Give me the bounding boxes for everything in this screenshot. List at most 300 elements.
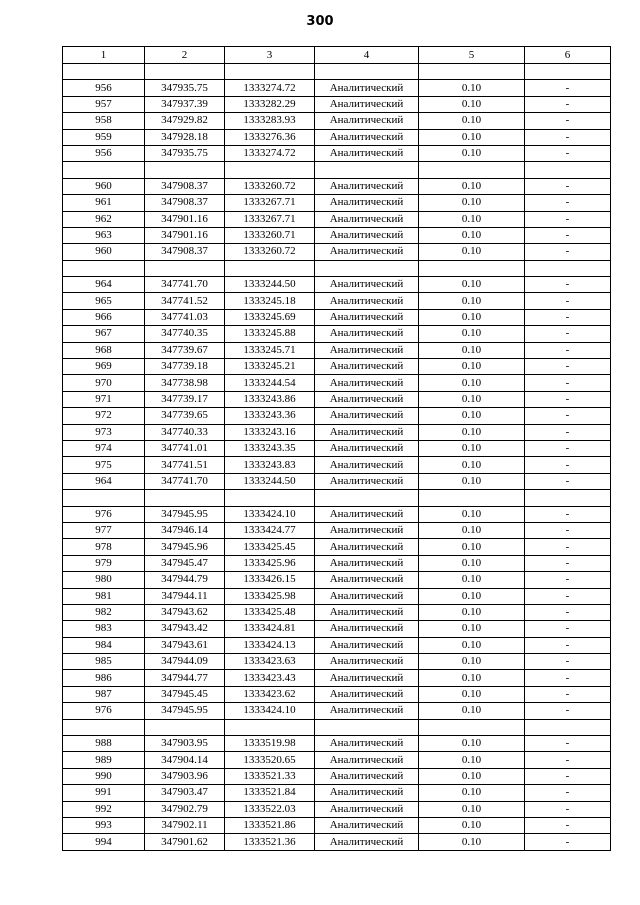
table-cell: - bbox=[525, 736, 611, 752]
table-cell: 347944.79 bbox=[145, 572, 225, 588]
table-cell: 347943.61 bbox=[145, 637, 225, 653]
table-row bbox=[63, 817, 611, 833]
table-cell: Аналитический bbox=[315, 375, 419, 391]
table-cell: 1333521.33 bbox=[225, 768, 315, 784]
table-cell: 0.10 bbox=[419, 670, 525, 686]
table-cell: 973 bbox=[63, 424, 145, 440]
table-row bbox=[63, 768, 611, 784]
empty-cell bbox=[419, 260, 525, 276]
table-cell: 347740.35 bbox=[145, 326, 225, 342]
table-cell: - bbox=[525, 686, 611, 702]
table-cell: 347945.45 bbox=[145, 686, 225, 702]
table-cell: 1333244.50 bbox=[225, 277, 315, 293]
table-cell: 972 bbox=[63, 408, 145, 424]
table-cell: Аналитический bbox=[315, 293, 419, 309]
table-cell: Аналитический bbox=[315, 572, 419, 588]
table-cell: 347901.62 bbox=[145, 834, 225, 850]
table-cell: Аналитический bbox=[315, 227, 419, 243]
table-cell: 0.10 bbox=[419, 440, 525, 456]
table-cell: 0.10 bbox=[419, 555, 525, 571]
table-cell: - bbox=[525, 817, 611, 833]
empty-cell bbox=[315, 162, 419, 178]
table-cell: Аналитический bbox=[315, 637, 419, 653]
table-cell: 0.10 bbox=[419, 113, 525, 129]
table-row bbox=[63, 834, 611, 850]
table-cell: 980 bbox=[63, 572, 145, 588]
table-cell: - bbox=[525, 391, 611, 407]
table-row bbox=[63, 391, 611, 407]
table-cell: 0.10 bbox=[419, 145, 525, 161]
table-cell: 1333245.71 bbox=[225, 342, 315, 358]
empty-cell bbox=[419, 490, 525, 506]
empty-cell bbox=[525, 260, 611, 276]
table-row bbox=[63, 277, 611, 293]
coordinates-table bbox=[62, 46, 611, 851]
table-cell: - bbox=[525, 96, 611, 112]
table-cell: 983 bbox=[63, 621, 145, 637]
table-row bbox=[63, 96, 611, 112]
empty-cell bbox=[145, 162, 225, 178]
table-cell: 0.10 bbox=[419, 817, 525, 833]
table-cell: 1333424.81 bbox=[225, 621, 315, 637]
table-cell: - bbox=[525, 277, 611, 293]
table-cell: 347945.96 bbox=[145, 539, 225, 555]
table-cell: 347903.95 bbox=[145, 736, 225, 752]
table-cell: 978 bbox=[63, 539, 145, 555]
table-cell: 347739.67 bbox=[145, 342, 225, 358]
table-row bbox=[63, 342, 611, 358]
table-cell: 1333425.45 bbox=[225, 539, 315, 555]
table-cell: 347946.14 bbox=[145, 522, 225, 538]
table-cell: - bbox=[525, 785, 611, 801]
table-cell: Аналитический bbox=[315, 342, 419, 358]
table-cell: - bbox=[525, 440, 611, 456]
empty-cell bbox=[525, 490, 611, 506]
page-number: 300 bbox=[306, 14, 334, 29]
table-cell: 0.10 bbox=[419, 80, 525, 96]
table-cell: 1333245.18 bbox=[225, 293, 315, 309]
table-cell: 1333426.15 bbox=[225, 572, 315, 588]
table-cell: - bbox=[525, 113, 611, 129]
empty-cell bbox=[63, 260, 145, 276]
separator-row bbox=[63, 162, 611, 178]
table-cell: - bbox=[525, 195, 611, 211]
table-row bbox=[63, 506, 611, 522]
table-cell: - bbox=[525, 473, 611, 489]
table-cell: 0.10 bbox=[419, 293, 525, 309]
empty-cell bbox=[145, 490, 225, 506]
table-cell: 982 bbox=[63, 604, 145, 620]
table-cell: Аналитический bbox=[315, 440, 419, 456]
table-cell: 977 bbox=[63, 522, 145, 538]
table-cell: 975 bbox=[63, 457, 145, 473]
column-header: 4 bbox=[315, 47, 419, 64]
table-cell: 0.10 bbox=[419, 326, 525, 342]
table-cell: 1333425.96 bbox=[225, 555, 315, 571]
table-cell: Аналитический bbox=[315, 145, 419, 161]
table-cell: 347935.75 bbox=[145, 145, 225, 161]
table-cell: 1333245.21 bbox=[225, 359, 315, 375]
column-header: 2 bbox=[145, 47, 225, 64]
table-cell: 960 bbox=[63, 178, 145, 194]
table-cell: - bbox=[525, 522, 611, 538]
table-cell: 961 bbox=[63, 195, 145, 211]
table-row bbox=[63, 145, 611, 161]
empty-cell bbox=[419, 64, 525, 80]
table-cell: 974 bbox=[63, 440, 145, 456]
table-cell: - bbox=[525, 604, 611, 620]
table-cell: 347935.75 bbox=[145, 80, 225, 96]
empty-cell bbox=[525, 719, 611, 735]
table-cell: 347741.51 bbox=[145, 457, 225, 473]
table-cell: 0.10 bbox=[419, 473, 525, 489]
table-cell: - bbox=[525, 768, 611, 784]
table-cell: 347943.42 bbox=[145, 621, 225, 637]
table-cell: 985 bbox=[63, 654, 145, 670]
table-cell: Аналитический bbox=[315, 80, 419, 96]
table-cell: - bbox=[525, 227, 611, 243]
table-cell: 988 bbox=[63, 736, 145, 752]
table-cell: 0.10 bbox=[419, 637, 525, 653]
empty-cell bbox=[225, 64, 315, 80]
table-cell: Аналитический bbox=[315, 686, 419, 702]
table-cell: Аналитический bbox=[315, 96, 419, 112]
table-row bbox=[63, 555, 611, 571]
table-cell: - bbox=[525, 752, 611, 768]
table-cell: 991 bbox=[63, 785, 145, 801]
table-cell: 1333521.86 bbox=[225, 817, 315, 833]
table-cell: 0.10 bbox=[419, 506, 525, 522]
table-row bbox=[63, 80, 611, 96]
table-cell: 0.10 bbox=[419, 211, 525, 227]
table-cell: 0.10 bbox=[419, 654, 525, 670]
table-cell: Аналитический bbox=[315, 752, 419, 768]
table-cell: 1333243.86 bbox=[225, 391, 315, 407]
table-cell: 347944.11 bbox=[145, 588, 225, 604]
table-cell: 958 bbox=[63, 113, 145, 129]
table-row bbox=[63, 457, 611, 473]
table-cell: 347928.18 bbox=[145, 129, 225, 145]
table-cell: Аналитический bbox=[315, 834, 419, 850]
table-row bbox=[63, 785, 611, 801]
table-cell: 0.10 bbox=[419, 129, 525, 145]
table-cell: Аналитический bbox=[315, 113, 419, 129]
table-cell: 967 bbox=[63, 326, 145, 342]
table-cell: - bbox=[525, 555, 611, 571]
table-cell: 347739.18 bbox=[145, 359, 225, 375]
table-cell: 1333260.72 bbox=[225, 178, 315, 194]
table-cell: 0.10 bbox=[419, 621, 525, 637]
table-cell: 1333274.72 bbox=[225, 145, 315, 161]
table-cell: 970 bbox=[63, 375, 145, 391]
table-row bbox=[63, 654, 611, 670]
table-cell: 994 bbox=[63, 834, 145, 850]
table-cell: Аналитический bbox=[315, 424, 419, 440]
table-cell: 347904.14 bbox=[145, 752, 225, 768]
table-cell: Аналитический bbox=[315, 654, 419, 670]
table-cell: 347903.47 bbox=[145, 785, 225, 801]
separator-row bbox=[63, 719, 611, 735]
table-cell: Аналитический bbox=[315, 244, 419, 260]
empty-cell bbox=[145, 719, 225, 735]
table-cell: - bbox=[525, 670, 611, 686]
table-cell: 968 bbox=[63, 342, 145, 358]
empty-cell bbox=[145, 64, 225, 80]
table-cell: Аналитический bbox=[315, 621, 419, 637]
table-cell: Аналитический bbox=[315, 178, 419, 194]
table-cell: 0.10 bbox=[419, 686, 525, 702]
table-cell: Аналитический bbox=[315, 736, 419, 752]
table-cell: Аналитический bbox=[315, 785, 419, 801]
table-row bbox=[63, 473, 611, 489]
table-row bbox=[63, 572, 611, 588]
table-cell: Аналитический bbox=[315, 195, 419, 211]
table-cell: 347903.96 bbox=[145, 768, 225, 784]
table-cell: 1333522.03 bbox=[225, 801, 315, 817]
table-cell: 347902.11 bbox=[145, 817, 225, 833]
table-cell: 1333424.10 bbox=[225, 703, 315, 719]
table-cell: 0.10 bbox=[419, 424, 525, 440]
separator-row bbox=[63, 64, 611, 80]
table-cell: Аналитический bbox=[315, 588, 419, 604]
column-header: 1 bbox=[63, 47, 145, 64]
table-cell: 1333267.71 bbox=[225, 211, 315, 227]
table-cell: 347944.09 bbox=[145, 654, 225, 670]
table-cell: 976 bbox=[63, 506, 145, 522]
table-cell: 347945.47 bbox=[145, 555, 225, 571]
empty-cell bbox=[315, 490, 419, 506]
separator-row bbox=[63, 260, 611, 276]
table-row bbox=[63, 752, 611, 768]
table-cell: 1333282.29 bbox=[225, 96, 315, 112]
table-cell: - bbox=[525, 506, 611, 522]
table-cell: 347943.62 bbox=[145, 604, 225, 620]
table-cell: 1333243.83 bbox=[225, 457, 315, 473]
table-row bbox=[63, 736, 611, 752]
table-cell: - bbox=[525, 375, 611, 391]
table-cell: 0.10 bbox=[419, 539, 525, 555]
table-cell: Аналитический bbox=[315, 359, 419, 375]
table-cell: 1333425.48 bbox=[225, 604, 315, 620]
table-cell: 1333424.13 bbox=[225, 637, 315, 653]
table-cell: 959 bbox=[63, 129, 145, 145]
table-cell: 1333276.36 bbox=[225, 129, 315, 145]
table-cell: Аналитический bbox=[315, 604, 419, 620]
table-cell: 1333244.54 bbox=[225, 375, 315, 391]
table-cell: Аналитический bbox=[315, 326, 419, 342]
table-cell: 347901.16 bbox=[145, 211, 225, 227]
table-cell: - bbox=[525, 408, 611, 424]
table-cell: 1333267.71 bbox=[225, 195, 315, 211]
table-cell: 1333423.63 bbox=[225, 654, 315, 670]
table-cell: 1333243.16 bbox=[225, 424, 315, 440]
table-cell: 971 bbox=[63, 391, 145, 407]
table-row bbox=[63, 113, 611, 129]
table-cell: - bbox=[525, 293, 611, 309]
table-cell: - bbox=[525, 178, 611, 194]
table-cell: - bbox=[525, 588, 611, 604]
empty-cell bbox=[63, 719, 145, 735]
table-cell: Аналитический bbox=[315, 703, 419, 719]
table-cell: 0.10 bbox=[419, 785, 525, 801]
table-cell: 347739.17 bbox=[145, 391, 225, 407]
empty-cell bbox=[63, 64, 145, 80]
table-cell: Аналитический bbox=[315, 391, 419, 407]
table-cell: 964 bbox=[63, 473, 145, 489]
table-cell: - bbox=[525, 359, 611, 375]
table-cell: 1333245.69 bbox=[225, 309, 315, 325]
table-cell: 347741.52 bbox=[145, 293, 225, 309]
table-cell: - bbox=[525, 424, 611, 440]
table-row bbox=[63, 178, 611, 194]
table-cell: 0.10 bbox=[419, 195, 525, 211]
empty-cell bbox=[419, 162, 525, 178]
table-cell: 0.10 bbox=[419, 801, 525, 817]
table-cell: Аналитический bbox=[315, 211, 419, 227]
table-cell: 347741.01 bbox=[145, 440, 225, 456]
table-cell: 990 bbox=[63, 768, 145, 784]
table-cell: 956 bbox=[63, 145, 145, 161]
table-cell: Аналитический bbox=[315, 309, 419, 325]
table-cell: 347741.70 bbox=[145, 473, 225, 489]
table-cell: 963 bbox=[63, 227, 145, 243]
table-cell: Аналитический bbox=[315, 457, 419, 473]
table-cell: 1333243.36 bbox=[225, 408, 315, 424]
table-cell: 347945.95 bbox=[145, 703, 225, 719]
table-cell: Аналитический bbox=[315, 555, 419, 571]
table-cell: Аналитический bbox=[315, 539, 419, 555]
table-cell: 0.10 bbox=[419, 244, 525, 260]
table-cell: - bbox=[525, 801, 611, 817]
empty-cell bbox=[419, 719, 525, 735]
table-cell: - bbox=[525, 129, 611, 145]
table-cell: Аналитический bbox=[315, 129, 419, 145]
table-cell: 347738.98 bbox=[145, 375, 225, 391]
table-row bbox=[63, 326, 611, 342]
column-header: 3 bbox=[225, 47, 315, 64]
table-cell: 0.10 bbox=[419, 96, 525, 112]
table-cell: 347901.16 bbox=[145, 227, 225, 243]
table-cell: 0.10 bbox=[419, 391, 525, 407]
table-cell: - bbox=[525, 621, 611, 637]
table-cell: 0.10 bbox=[419, 522, 525, 538]
table-cell: Аналитический bbox=[315, 817, 419, 833]
table-cell: 347741.70 bbox=[145, 277, 225, 293]
table-cell: 962 bbox=[63, 211, 145, 227]
table-cell: 993 bbox=[63, 817, 145, 833]
empty-cell bbox=[63, 490, 145, 506]
table-cell: 347902.79 bbox=[145, 801, 225, 817]
table-row bbox=[63, 621, 611, 637]
empty-cell bbox=[525, 64, 611, 80]
table-cell: - bbox=[525, 145, 611, 161]
table-cell: 347908.37 bbox=[145, 178, 225, 194]
table-cell: - bbox=[525, 703, 611, 719]
table-cell: 0.10 bbox=[419, 768, 525, 784]
table-cell: 956 bbox=[63, 80, 145, 96]
table-cell: 984 bbox=[63, 637, 145, 653]
table-cell: 986 bbox=[63, 670, 145, 686]
table-cell: 1333424.77 bbox=[225, 522, 315, 538]
table-row bbox=[63, 129, 611, 145]
table-cell: 0.10 bbox=[419, 359, 525, 375]
table-cell: Аналитический bbox=[315, 277, 419, 293]
table-row bbox=[63, 440, 611, 456]
table-cell: 1333424.10 bbox=[225, 506, 315, 522]
table-cell: - bbox=[525, 309, 611, 325]
table-cell: - bbox=[525, 457, 611, 473]
table-cell: - bbox=[525, 244, 611, 260]
table-cell: 0.10 bbox=[419, 309, 525, 325]
table-cell: 960 bbox=[63, 244, 145, 260]
table-cell: 347937.39 bbox=[145, 96, 225, 112]
table-row bbox=[63, 195, 611, 211]
table-cell: 1333521.84 bbox=[225, 785, 315, 801]
table-cell: 347740.33 bbox=[145, 424, 225, 440]
table-cell: 0.10 bbox=[419, 834, 525, 850]
empty-cell bbox=[225, 490, 315, 506]
table-cell: 1333244.50 bbox=[225, 473, 315, 489]
table-cell: - bbox=[525, 637, 611, 653]
empty-cell bbox=[315, 64, 419, 80]
table-cell: 1333283.93 bbox=[225, 113, 315, 129]
empty-cell bbox=[225, 162, 315, 178]
table-cell: - bbox=[525, 572, 611, 588]
table-body bbox=[63, 64, 611, 851]
table-row bbox=[63, 686, 611, 702]
table-row bbox=[63, 244, 611, 260]
table-row bbox=[63, 359, 611, 375]
table-cell: Аналитический bbox=[315, 670, 419, 686]
table-row bbox=[63, 604, 611, 620]
table-cell: 1333260.72 bbox=[225, 244, 315, 260]
table-cell: 0.10 bbox=[419, 408, 525, 424]
table-cell: 347929.82 bbox=[145, 113, 225, 129]
table-cell: 957 bbox=[63, 96, 145, 112]
empty-cell bbox=[63, 162, 145, 178]
table-cell: Аналитический bbox=[315, 506, 419, 522]
table-cell: - bbox=[525, 342, 611, 358]
table-cell: 966 bbox=[63, 309, 145, 325]
table-cell: 347944.77 bbox=[145, 670, 225, 686]
table-cell: - bbox=[525, 539, 611, 555]
table-cell: 0.10 bbox=[419, 457, 525, 473]
table-cell: 0.10 bbox=[419, 736, 525, 752]
table-cell: 0.10 bbox=[419, 752, 525, 768]
table-row bbox=[63, 539, 611, 555]
empty-cell bbox=[525, 162, 611, 178]
empty-cell bbox=[315, 719, 419, 735]
table-cell: Аналитический bbox=[315, 522, 419, 538]
table-cell: 0.10 bbox=[419, 227, 525, 243]
table-row bbox=[63, 588, 611, 604]
table-cell: - bbox=[525, 326, 611, 342]
empty-cell bbox=[225, 719, 315, 735]
table-cell: 1333260.71 bbox=[225, 227, 315, 243]
table-cell: 1333520.65 bbox=[225, 752, 315, 768]
table-cell: - bbox=[525, 211, 611, 227]
table-cell: - bbox=[525, 80, 611, 96]
table-row bbox=[63, 637, 611, 653]
table-row bbox=[63, 801, 611, 817]
table-cell: Аналитический bbox=[315, 473, 419, 489]
table-cell: 1333521.36 bbox=[225, 834, 315, 850]
table-cell: 0.10 bbox=[419, 342, 525, 358]
table-cell: 0.10 bbox=[419, 375, 525, 391]
table-cell: 1333245.88 bbox=[225, 326, 315, 342]
table-row bbox=[63, 309, 611, 325]
empty-cell bbox=[315, 260, 419, 276]
